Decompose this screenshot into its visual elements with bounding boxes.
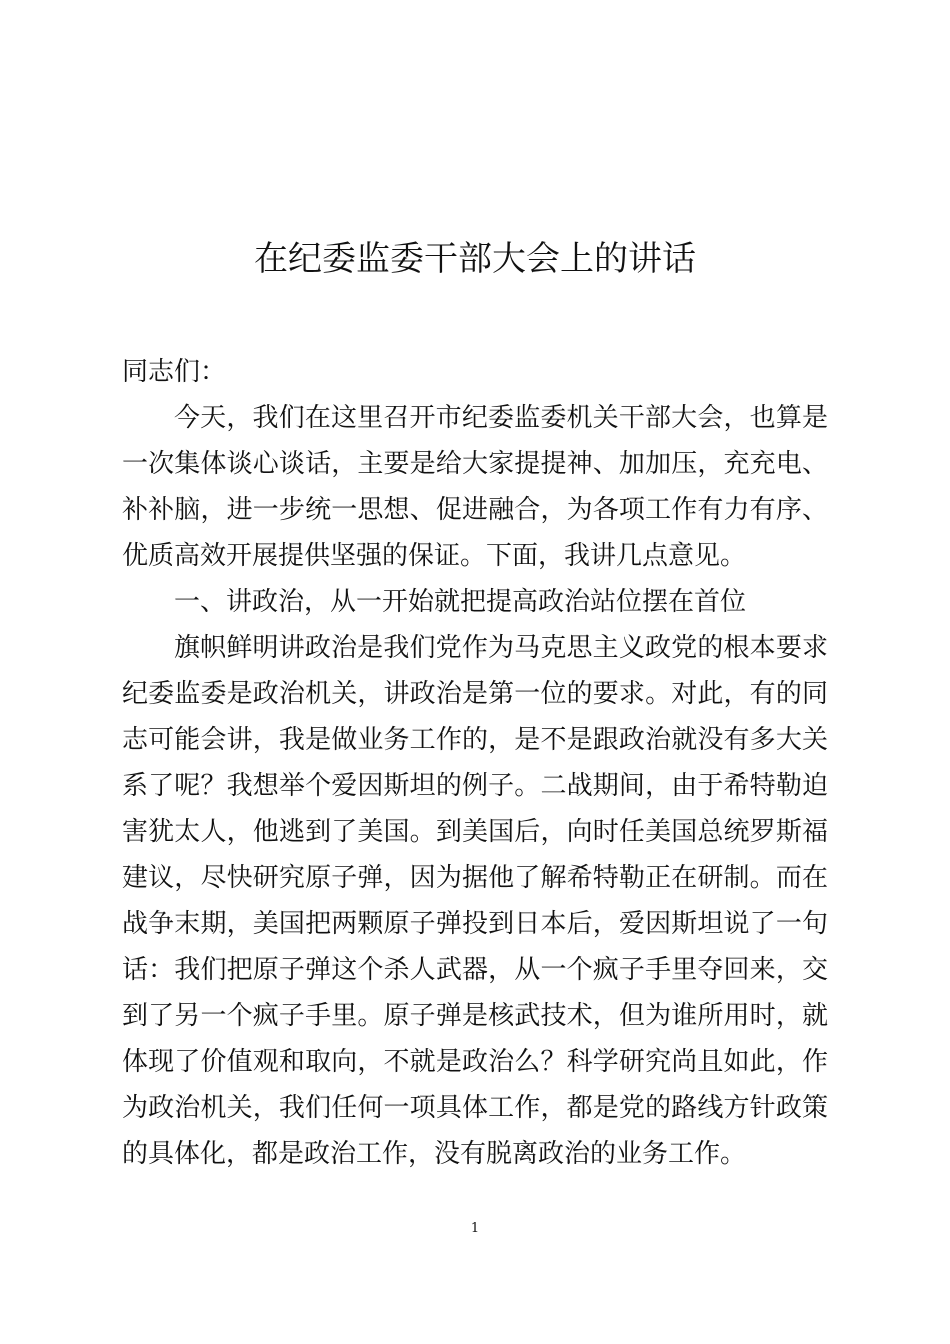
paragraph-politics: 旗帜鲜明讲政治是我们党作为马克思主义政党的根本要求纪委监委是政治机关，讲政治是第一位的要求。对此，有的同志可能会讲，我是做业务工作的，是不是跟政治就没有多大关系了呢？我想举个爱因斯坦的例子。二战期间，由于希特勒迫害犹太人，他逃到了美国。到美国后，向时任美国总统罗斯福建议，尽快研究原子弹，因为据他了解希特勒正在研制。而在战争末期，美国把两颗原子弹投到日本后，爱因斯坦说了一句话：我们把原子弹这个杀人武器，从一个疯子手里夺回来，交到了另一个疯子手里。原子弹是核武技术，但为谁所用时，就体现了价值观和取向，不就是政治么？科学研究尚且如此，作为政治机关，我们任何一项具体工作，都是党的路线方针政策的具体化，都是政治工作，没有脱离政治的业务工作。 bbox=[122, 633, 828, 1169]
section-heading-1: 一、讲政治，从一开始就把提高政治站位摆在首位 bbox=[174, 587, 747, 617]
page-number: 1 bbox=[470, 1221, 480, 1236]
paragraph-opening: 今天，我们在这里召开市纪委监委机关干部大会，也算是一次集体谈心谈话，主要是给大家提提神、加加压，充充电、补补脑，进一步统一思想、促进融合，为各项工作有力有序、优质高效开展提供坚强的保证。下面，我讲几点意见。 bbox=[122, 403, 828, 571]
document-title: 在纪委监委干部大会上的讲话 bbox=[254, 239, 696, 279]
salutation: 同志们： bbox=[122, 357, 227, 387]
